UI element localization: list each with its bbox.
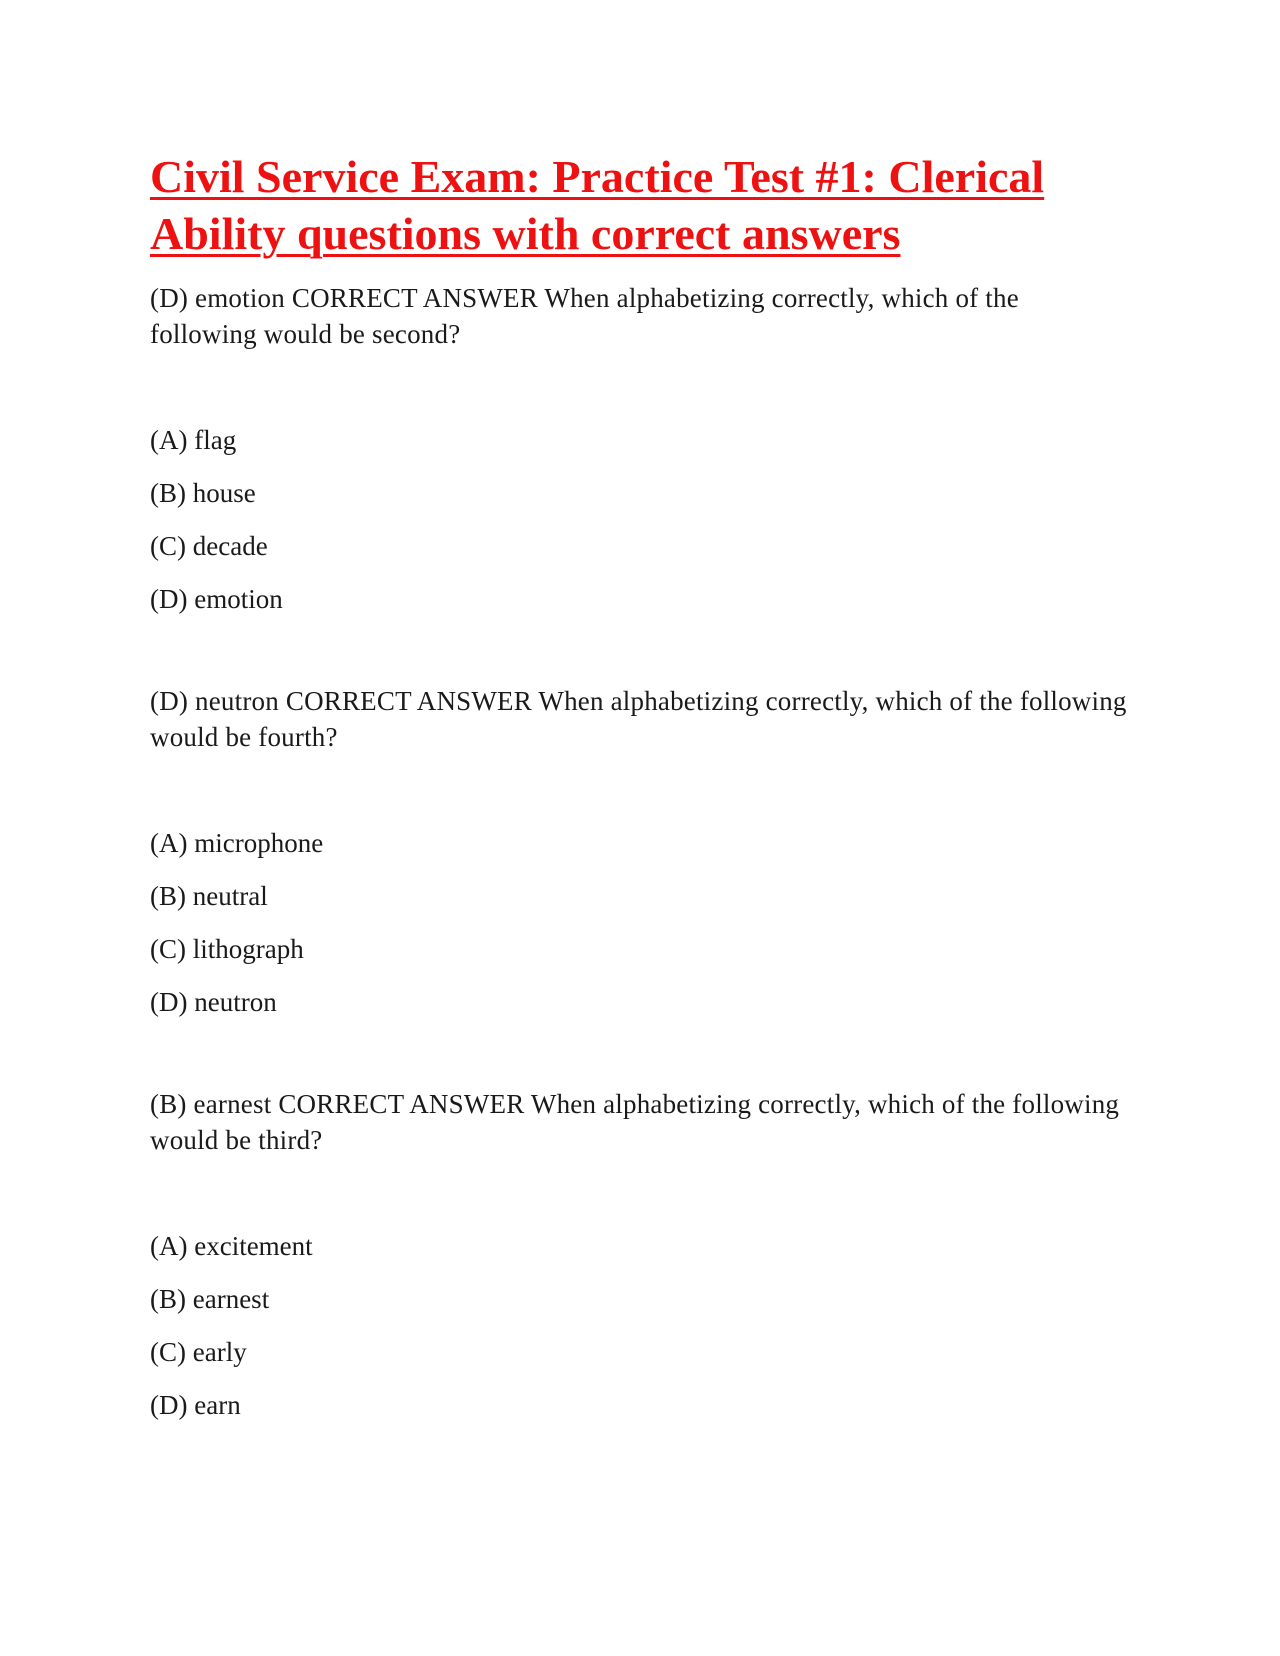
answer-options <box>150 1228 1130 1423</box>
question-block-1 <box>150 280 1130 617</box>
question-text: (D) neutron CORRECT ANSWER When alphabetizing correctly, which of the following would be fourth? <box>150 686 1127 752</box>
option-d: (D) earn <box>150 1390 241 1420</box>
question-block-3 <box>150 1086 1130 1423</box>
option-d: (D) neutron <box>150 987 277 1017</box>
document-page <box>150 148 1130 1440</box>
option-b: (B) neutral <box>150 881 268 911</box>
option-d: (D) emotion <box>150 584 283 614</box>
document-title: Civil Service Exam: Practice Test #1: Clerical Ability questions with correct answers <box>150 151 1045 259</box>
option-b: (B) earnest <box>150 1284 270 1314</box>
option-b: (B) house <box>150 478 256 508</box>
answer-options <box>150 825 1130 1020</box>
option-c: (C) early <box>150 1337 247 1367</box>
option-a: (A) excitement <box>150 1231 313 1261</box>
option-c: (C) decade <box>150 531 268 561</box>
option-c: (C) lithograph <box>150 934 304 964</box>
option-a: (A) microphone <box>150 828 324 858</box>
question-text: (D) emotion CORRECT ANSWER When alphabetizing correctly, which of the following would be second? <box>150 283 1019 349</box>
answer-options <box>150 422 1130 617</box>
option-a: (A) flag <box>150 425 237 455</box>
question-block-2 <box>150 683 1130 1020</box>
question-text: (B) earnest CORRECT ANSWER When alphabetizing correctly, which of the following would be third? <box>150 1089 1120 1155</box>
